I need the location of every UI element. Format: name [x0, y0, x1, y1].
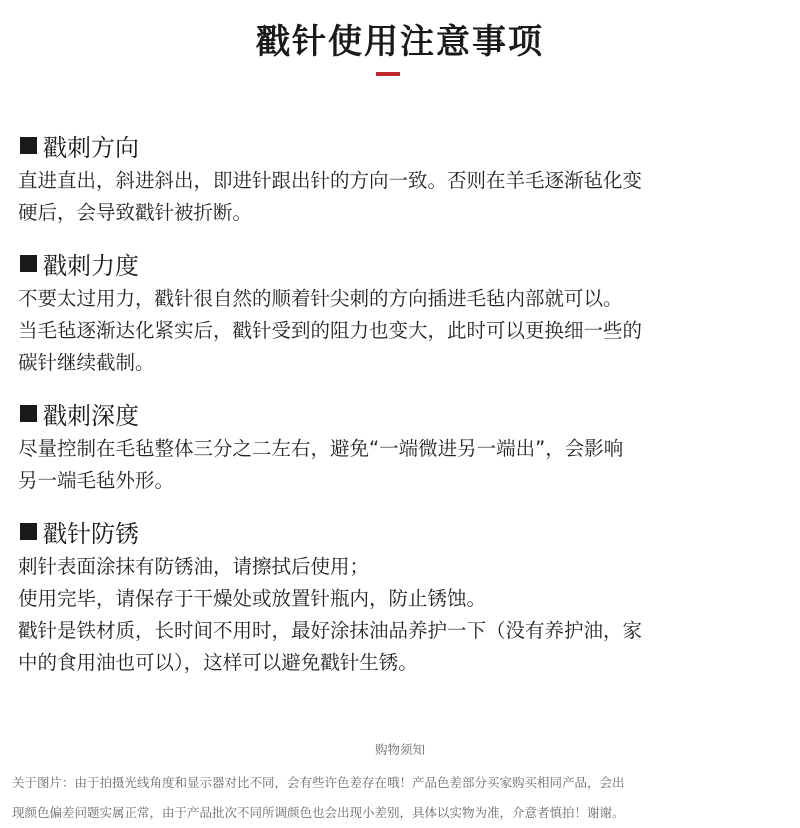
section-heading-text: 戳刺方向 [43, 133, 139, 162]
notice-line: 关于图片：由于拍摄光线角度和显示器对比不同，会有些许色差存在哦！产品色差部分买家购买相同产品，会出 [12, 775, 625, 790]
square-bullet-icon [20, 523, 37, 540]
section-heading-text: 戳刺力度 [43, 251, 139, 280]
square-bullet-icon [20, 405, 37, 422]
tips-sections [18, 125, 788, 693]
paragraph-line: 中的食用油也可以），这样可以避免戳针生锈。 [18, 651, 418, 674]
section-heading-text: 戳针防锈 [43, 519, 139, 548]
section-force [18, 243, 788, 379]
paragraph-line: 当毛毡逐渐达化紧实后，戳针受到的阻力也变大，此时可以更换细一些的 [18, 319, 643, 342]
section-heading [18, 125, 788, 165]
section-heading-text: 戳刺深度 [43, 401, 139, 430]
square-bullet-icon [20, 137, 37, 154]
paragraph-line: 碳针继续截制。 [18, 351, 155, 374]
section-heading [18, 393, 788, 433]
paragraph-line: 不要太过用力，戳针很自然的顺着针尖刺的方向插进毛毡内部就可以。 [18, 287, 623, 310]
section-heading [18, 511, 788, 551]
page-title: 戳针使用注意事项 [256, 22, 544, 62]
notice-title: 购物须知 [374, 742, 425, 757]
notice-text [12, 768, 788, 828]
paragraph-line: 直进直出，斜进斜出，即进针跟出针的方向一致。否则在羊毛逐渐毡化变 [18, 169, 643, 192]
paragraph-line: 另一端毛毡外形。 [18, 469, 175, 492]
paragraph-line: 硬后，会导致戳针被折断。 [18, 201, 253, 224]
notice-line: 现颜色偏差问题实属正常，由于产品批次不同所调颜色也会出现小差别，具体以实物为准，介意者慎拍！谢谢。 [12, 805, 625, 820]
square-bullet-icon [20, 255, 37, 272]
paragraph-line: 刺针表面涂抹有防锈油，请擦拭后使用； [18, 555, 370, 578]
title-accent-bar [376, 72, 400, 76]
paragraph-line: 使用完毕，请保存于干燥处或放置针瓶内，防止锈蚀。 [18, 587, 487, 610]
section-depth [18, 393, 788, 497]
paragraph-line: 尽量控制在毛毡整体三分之二左右，避免“一端微进另一端出”，会影响 [18, 437, 624, 460]
paragraph-line: 戳针是铁材质，长时间不用时，最好涂抹油品养护一下（没有养护油，家 [18, 619, 643, 642]
section-heading [18, 243, 788, 283]
section-direction [18, 125, 788, 229]
section-rust-prevention [18, 511, 788, 679]
